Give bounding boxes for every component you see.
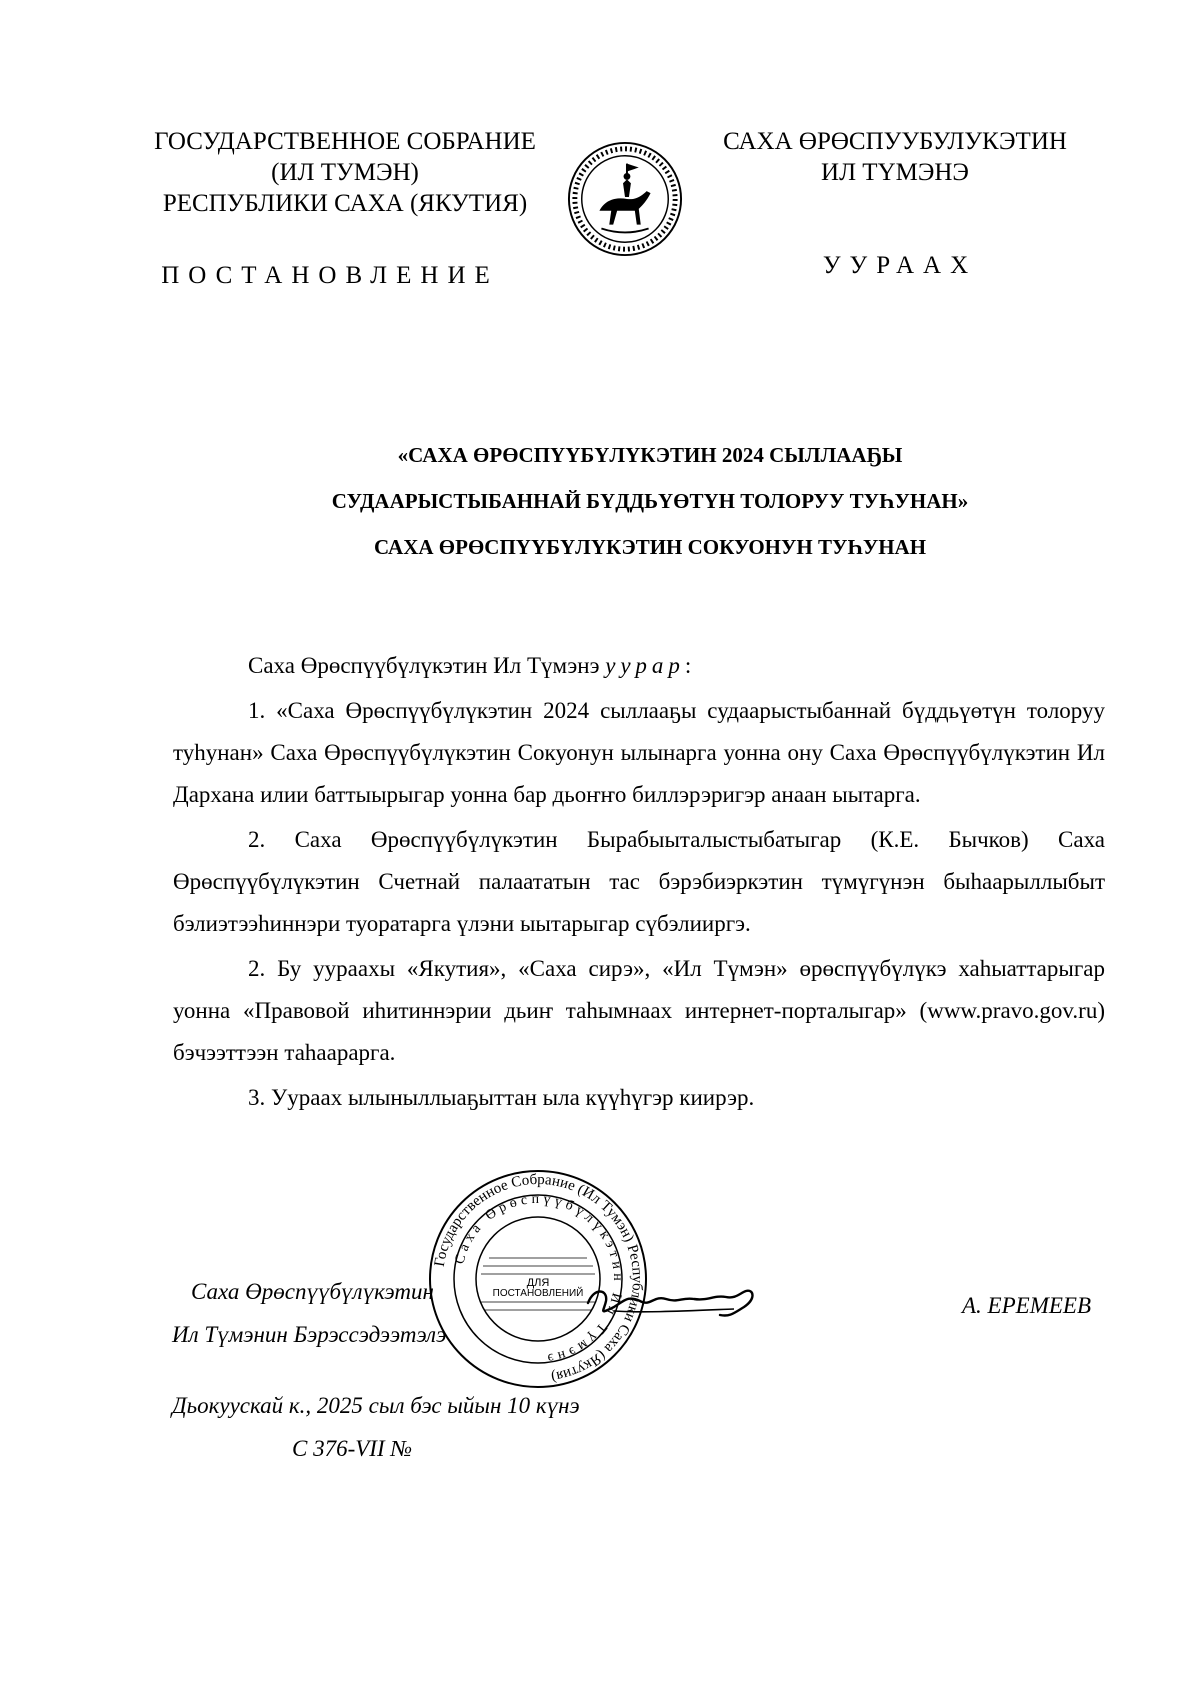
header-left-line: РЕСПУБЛИКИ САХА (ЯКУТИЯ) [162, 190, 528, 217]
header-left-line: ГОСУДАРСТВЕННОЕ СОБРАНИЕ [154, 128, 536, 155]
header-right-line: ИЛ ТҮМЭНЭ [821, 159, 969, 186]
stamp-outer-text: Государственное Собрание (Ил Тумэн) Республики Саха (Якутия) [431, 1171, 646, 1386]
title-line: СУДААРЫСТЫБАННАЙ БҮДДЬҮӨТҮН ТОЛОРУУ ТУҺУНАН» [331, 489, 969, 513]
place-date-block [172, 1384, 580, 1470]
intro-verb: уурар [605, 653, 685, 678]
document-body [173, 645, 1105, 1119]
header-right-block [705, 126, 1085, 188]
body-paragraph: 2. Бу уураахы «Якутия», «Саха сирэ», «Ил Түмэн» өрөспүүбүлүкэ хаһыаттарыгар уонна «Правовой иһитиннэрии дьиҥ таһымнаах интернет-порталыгар» (www.pravo.gov.ru) бэчээттээн таһаарарга. [173, 956, 1105, 1065]
signatory-position [172, 1270, 446, 1356]
official-stamp [427, 1168, 649, 1390]
intro-suffix: : [684, 653, 692, 678]
stamp-inner-text: Саха Өрөспүүбүлүкэтин Ил Түмэнэ [452, 1191, 626, 1366]
doc-type-yakut: УУРААХ [822, 252, 978, 279]
position-line: Саха Өрөспүүбүлүкэтин [191, 1279, 434, 1304]
header-right-line: САХА ӨРӨСПУУБУЛУКЭТИН [723, 128, 1067, 155]
stamp-center-text: ДЛЯ [526, 1277, 550, 1289]
coat-of-arms-icon [566, 140, 684, 258]
doc-type-russian: ПОСТАНОВЛЕНИЕ [161, 262, 499, 289]
place-date: Дьокуускай к., 2025 сыл бэс ыйын 10 күнэ [172, 1393, 580, 1418]
document-number: С 376-VII № [292, 1436, 413, 1461]
header-left-block [140, 126, 550, 219]
body-paragraph: 1. «Саха Өрөспүүбүлүкэтин 2024 сыллааҕы судаарыстыбаннай бүддьүөтүн толоруу туһунан» Саха Өрөспүүбүлүкэтин Сокуонун ылынарга уонна ону Саха Өрөспүүбүлүкэтин Ил Дархана илии баттыырыгар уонна бар дьоҥҥо биллэрэригэр анаан ыытарга. [173, 698, 1105, 807]
position-line: Ил Түмэнин Бэрэссэдээтэлэ [172, 1322, 447, 1347]
intro-paragraph [173, 645, 1105, 687]
stamp-center-text: ПОСТАНОВЛЕНИЙ [492, 1288, 584, 1299]
title-line: «САХА ӨРӨСПҮҮБҮЛҮКЭТИН 2024 СЫЛЛААҔЫ [397, 443, 903, 467]
signatory-name: А. ЕРЕМЕЕВ [962, 1293, 1092, 1318]
intro-prefix: Саха Өрөспүүбүлүкэтин Ил Түмэнэ [248, 653, 606, 678]
title-line: САХА ӨРӨСПҮҮБҮЛҮКЭТИН СОКУОНУН ТУҺУНАН [373, 535, 927, 559]
document-title [240, 432, 1060, 570]
body-paragraph: 3. Уураах ылыныллыаҕыттан ыла күүһүгэр киирэр. [248, 1085, 755, 1110]
body-paragraph: 2. Саха Өрөспүүбүлүкэтин Бырабыыталыстыбатыгар (К.Е. Бычков) Саха Өрөспүүбүлүкэтин Счетнай палаататын тас бэрэбиэркэтин түмүгүнэн быһаарыллыбыт бэлиэтээһиннэри туоратарга үлэни ыытарыгар сүбэлииргэ. [173, 827, 1105, 936]
header-left-line: (ИЛ ТУМЭН) [271, 159, 419, 186]
